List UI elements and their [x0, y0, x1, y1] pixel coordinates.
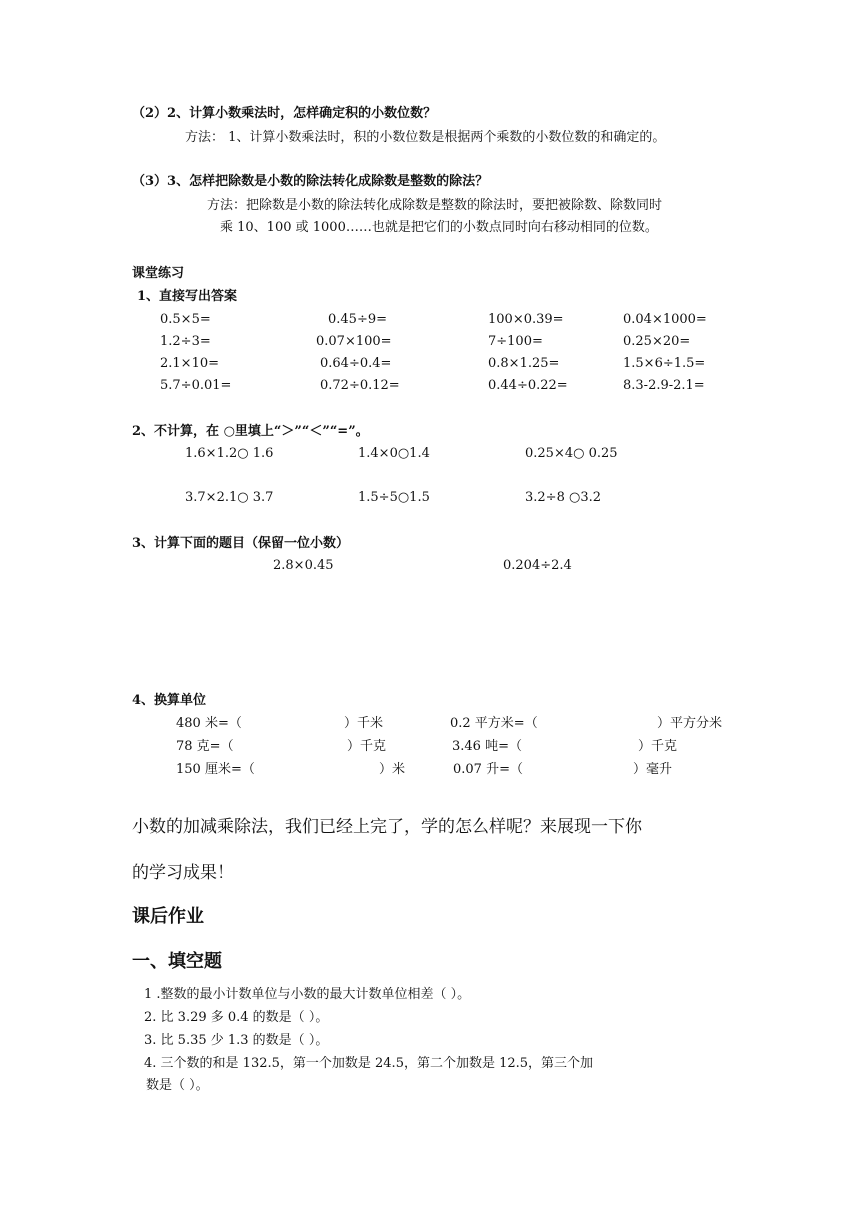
q2-title: （2）2、计算小数乘法时，怎样确定积的小数位数？	[132, 106, 437, 121]
unit-item: ）平方分米	[657, 716, 723, 731]
q3-method-line2: 乘 10、100 或 1000……也就是把它们的小数点同时向右移动相同的位数。	[220, 220, 658, 235]
unit-item: ）毫升	[633, 762, 673, 777]
unit-item: ）千克	[638, 739, 678, 754]
q2-method: 方法： 1、计算小数乘法时，积的小数位数是根据两个乘数的小数位数的和确定的。	[185, 130, 666, 145]
exercise-item: 1.5×6÷1.5=	[623, 356, 706, 371]
exercise-item: 0.04×1000=	[623, 312, 707, 327]
homework-item: 4. 三个数的和是 132.5，第一个加数是 24.5，第二个加数是 12.5，第三个加	[144, 1056, 594, 1071]
homework-heading: 课后作业	[132, 906, 204, 927]
unit-item: 0.2 平方米=（	[450, 716, 538, 731]
exercise-item: 0.25×20=	[623, 334, 691, 349]
homework-item: 2. 比 3.29 多 0.4 的数是（ ）。	[144, 1010, 329, 1025]
compare-item: 1.4×0○1.4	[358, 446, 430, 461]
compare-item: 3.2÷8 ○3.2	[525, 490, 601, 505]
exercise-item: 0.45÷9=	[328, 312, 388, 327]
practice-heading: 课堂练习	[132, 266, 185, 281]
compare-item: 1.6×1.2○ 1.6	[185, 446, 274, 461]
practice-s2-title: 2、不计算，在 ○里填上“＞”“＜”“=”。	[132, 424, 369, 439]
exercise-item: 8.3-2.9-2.1=	[623, 378, 705, 393]
compare-item: 1.5÷5○1.5	[358, 490, 430, 505]
closing-line2: 的学习成果！	[132, 863, 234, 883]
unit-item: 150 厘米=（	[176, 762, 255, 777]
unit-item: 3.46 吨=（	[452, 739, 522, 754]
homework-item: 1 .整数的最小计数单位与小数的最大计数单位相差（ ）。	[144, 987, 471, 1002]
exercise-item: 0.44÷0.22=	[488, 378, 568, 393]
exercise-item: 1.2÷3=	[160, 334, 211, 349]
exercise-item: 0.07×100=	[316, 334, 392, 349]
exercise-item: 5.7÷0.01=	[160, 378, 232, 393]
practice-s3-title: 3、计算下面的题目（保留一位小数）	[132, 536, 350, 551]
q3-method-line1: 方法：把除数是小数的除法转化成除数是整数的除法时，要把被除数、除数同时	[207, 198, 663, 213]
unit-item: 0.07 升=（	[453, 762, 523, 777]
calc-item: 2.8×0.45	[273, 558, 334, 573]
exercise-item: 0.72÷0.12=	[320, 378, 400, 393]
unit-item: ）米	[379, 762, 406, 777]
exercise-item: 100×0.39=	[488, 312, 564, 327]
unit-item: ）千克	[347, 739, 387, 754]
exercise-item: 7÷100=	[488, 334, 543, 349]
homework-item-continued: 数是（ ）。	[146, 1078, 209, 1093]
calc-item: 0.204÷2.4	[503, 558, 572, 573]
practice-s4-title: 4、换算单位	[132, 693, 207, 708]
exercise-item: 2.1×10=	[160, 356, 220, 371]
closing-line1: 小数的加减乘除法，我们已经上完了，学的怎么样呢？来展现一下你	[132, 817, 642, 837]
exercise-item: 0.5×5=	[160, 312, 211, 327]
unit-item: 78 克=（	[176, 739, 234, 754]
compare-item: 0.25×4○ 0.25	[525, 446, 618, 461]
exercise-item: 0.8×1.25=	[488, 356, 560, 371]
exercise-item: 0.64÷0.4=	[320, 356, 392, 371]
practice-s1-title: 1、直接写出答案	[137, 289, 238, 304]
unit-item: ）千米	[344, 716, 384, 731]
unit-item: 480 米=（	[176, 716, 242, 731]
q3-title: （3）3、怎样把除数是小数的除法转化成除数是整数的除法？	[132, 174, 489, 189]
homework-item: 3. 比 5.35 少 1.3 的数是（ ）。	[144, 1033, 329, 1048]
homework-section1: 一、填空题	[132, 951, 222, 972]
compare-item: 3.7×2.1○ 3.7	[185, 490, 274, 505]
